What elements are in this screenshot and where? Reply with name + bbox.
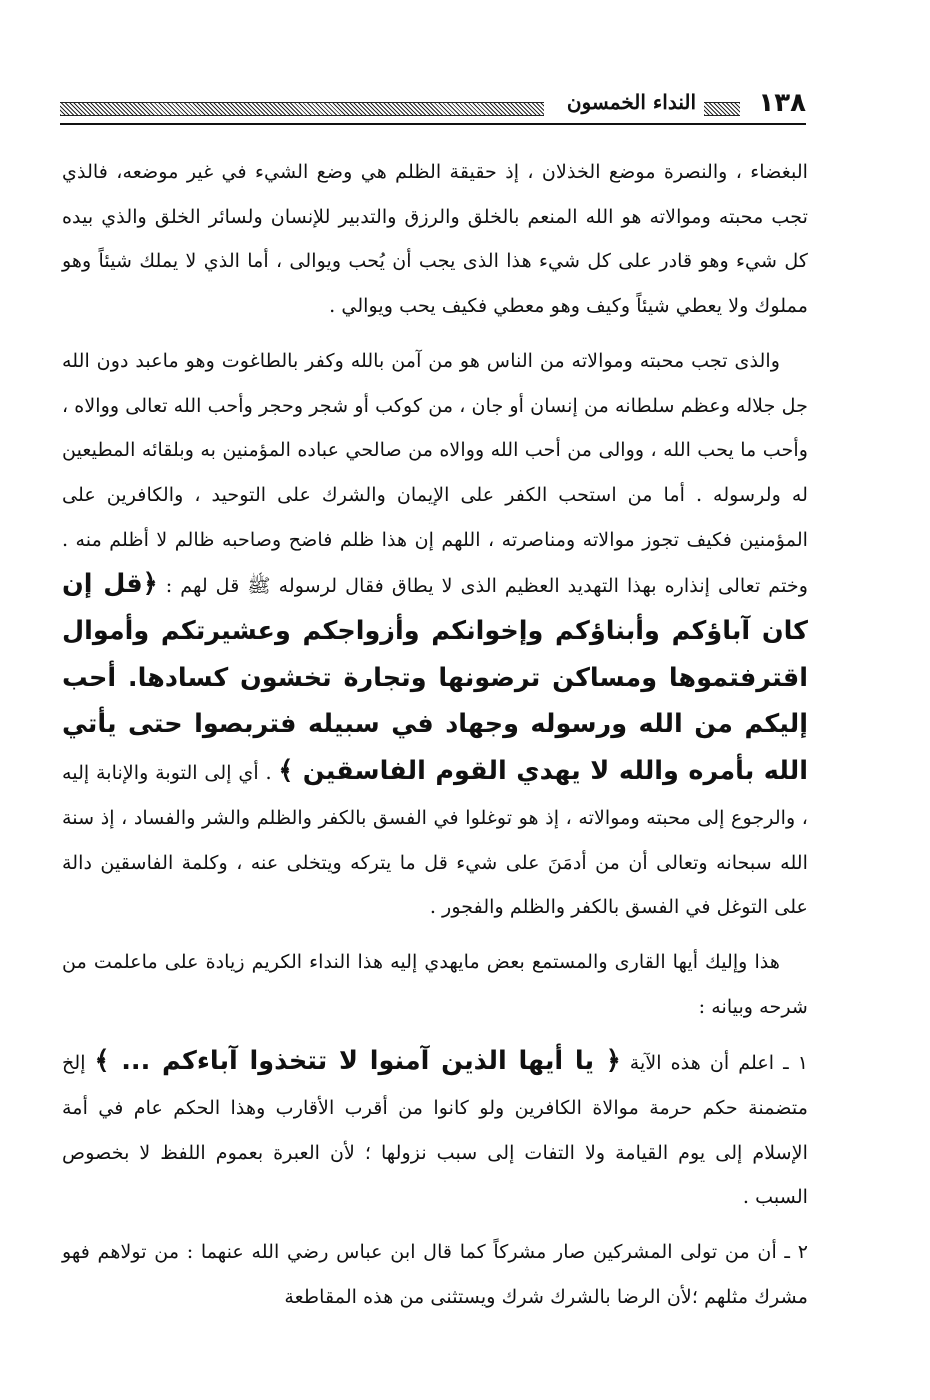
list-item: [62, 1039, 808, 1220]
page-number: ١٣٨: [758, 88, 806, 118]
list-item: ٢ ـ أن من تولى المشركين صار مشركاً كما قال ابن عباس رضي الله عنهما : من تولاهم فهو مشرك مثلهم ؛لأن الرضا بالشرك شرك ويستثنى من هذه المقاطعة: [62, 1240, 808, 1308]
page-body: [62, 150, 808, 1320]
running-header: [60, 88, 806, 124]
quran-verse: ﴿قل إن كان آباؤكم وأبناؤكم وإخوانكم وأزواجكم وعشيرتكم وأموال اقترفتموها ومساكن ترضونها وتجارة تخشون كسادها. أحب إليكم من الله ورسوله وجهاد في سبيله فتربصوا حتى يأتي الله بأمره والله لا يهدي القوم الفاسقين ﴾: [62, 569, 808, 787]
header-rule: [60, 123, 806, 125]
header-ornament: [704, 102, 740, 116]
list-item-text: إلخ متضمنة حكم حرمة موالاة الكافرين ولو كانوا من أقرب الأقارب وهذا الحكم عام في أمة الإسلام إلى يوم القيامة ولا التفات إلى سبب نزولها ؛ لأن العبرة بعموم اللفظ لا بخصوص السبب .: [62, 1051, 808, 1209]
chapter-title: النداء الخمسون: [566, 90, 696, 114]
paragraph: [62, 339, 808, 930]
list-item-lead: ١ ـ اعلم أن هذه الآية: [620, 1051, 808, 1075]
header-ornament: [60, 102, 544, 116]
paragraph-text: والذى تجب محبته وموالاته من الناس هو من آمن بالله وكفر بالطاغوت وهو ماعبد دون الله جل جلاله وعظم سلطانه من إنسان أو جان ، من كوكب أو شجر وحجر وأحب الله تعالى ووالاه ، وأحب ما يحب الله ، ووالى من أحب الله ووالاه من صالحي عباده المؤمنين به وبلقائه المطيعين له ولرسوله . أما من استحب الكفر على الإيمان والشرك على التوحيد ، والكافرين على المؤمنين فكيف تجوز موالاته ومناصرته ، اللهم إن هذا ظلم فاضح وصاحبه ظالم لا أظلم منه . وختم تعالى إنذاره بهذا التهديد العظيم الذى لا يطاق فقال لرسوله ﷺ قل لهم :: [62, 348, 808, 598]
paragraph: البغضاء ، والنصرة موضع الخذلان ، إذ حقيقة الظلم هي وضع الشيء في غير موضعه، فالذي تجب محبته وموالاته هو الله المنعم بالخلق والرزق والتدبير للإنسان ولسائر الخلق والذي بيده كل شيء وهو قادر على كل شيء هذا الذى يجب أن يُحب ويوالى ، أما الذي لا يملك شيئاً وهو مملوك ولا يعطي شيئاً وكيف وهو معطي فكيف يحب ويوالي .: [62, 160, 808, 318]
paragraph: هذا وإليك أيها القارى والمستمع بعض مايهدي إليه هذا النداء الكريم زيادة على ماعلمت من شرحه وبيانه :: [62, 949, 808, 1018]
paragraph-text: . أي إلى التوبة والإنابة إليه ، والرجوع إلى محبته وموالاته ، إذ هو توغلوا في الفسق بالكفر والظلم والشر والفساد ، إذ سنة الله سبحانه وتعالى أن من أدمَنَ على شيء قل ما يتركه ويتخلى عنه ، وكلمة الفاسقين دالة على التوغل في الفسق بالكفر والظلم والفجور .: [62, 761, 808, 919]
quran-verse: ﴿ يا أيها الذين آمنوا لا تتخذوا آباءكم ... ﴾: [94, 1046, 621, 1077]
